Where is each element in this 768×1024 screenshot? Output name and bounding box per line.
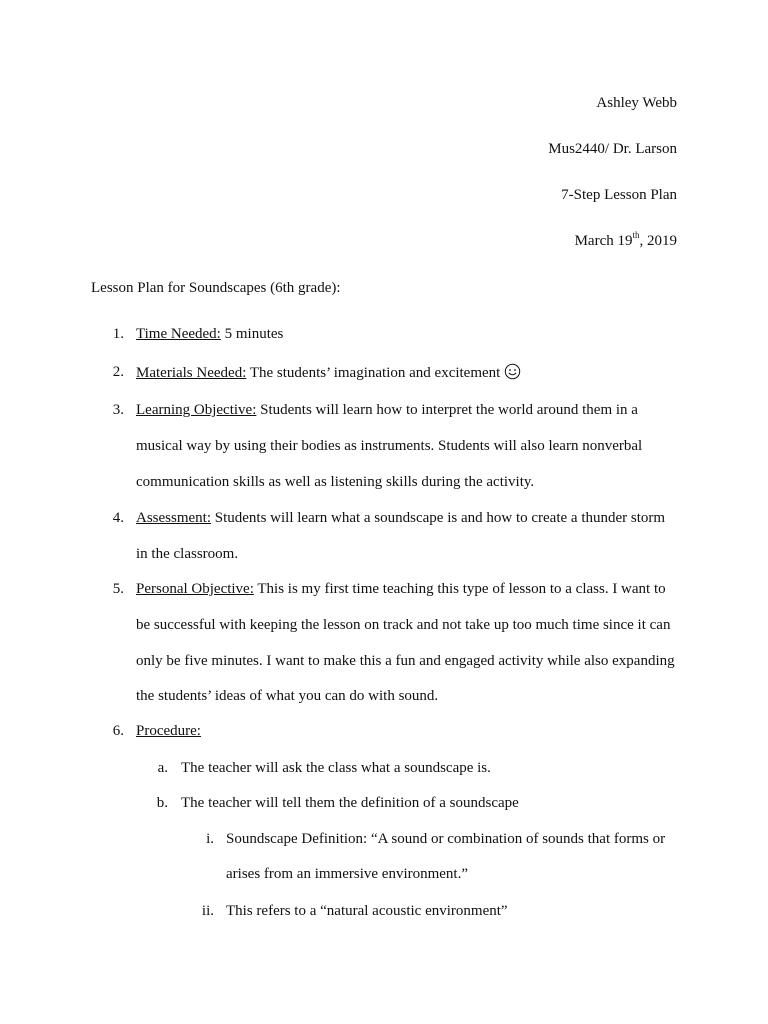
item-line: The students’ imagination and excitement xyxy=(246,365,501,381)
sub-sub-list-item xyxy=(190,830,214,848)
item-label: Materials Needed: xyxy=(136,365,247,381)
item-line: Students will learn what a soundscape is and how to create a thunder storm xyxy=(211,510,666,526)
item-number: 6. xyxy=(112,723,124,739)
sub-item-text: The teacher will ask the class what a soundscape is. xyxy=(181,760,491,776)
sub-item-text: The teacher will tell them the definition of a soundscape xyxy=(181,795,519,811)
sub-sub-item-line: This refers to a “natural acoustic environment” xyxy=(226,903,508,919)
item-line: in the classroom. xyxy=(136,546,239,562)
sub-list-item xyxy=(150,759,168,777)
list-item xyxy=(100,509,124,527)
list-item-text xyxy=(136,580,666,598)
item-label: Procedure: xyxy=(136,723,201,739)
document-date xyxy=(575,232,677,250)
list-item-text xyxy=(136,401,638,419)
sub-sub-list-item xyxy=(190,902,214,920)
item-line: 5 minutes xyxy=(220,326,284,342)
list-item xyxy=(100,580,124,598)
item-label: Personal Objective: xyxy=(136,581,254,597)
item-number: 4. xyxy=(112,510,124,526)
date-superscript: th xyxy=(632,230,640,240)
sub-sub-item-line: arises from an immersive environment.” xyxy=(226,866,469,882)
course-name: Mus2440/ Dr. Larson xyxy=(548,141,677,157)
smiley-icon xyxy=(504,363,521,385)
sub-sub-item-line: Soundscape Definition: “A sound or combination of sounds that forms or xyxy=(226,831,666,847)
list-item-text xyxy=(136,509,665,527)
item-number: 1. xyxy=(112,326,124,342)
list-item-text xyxy=(136,325,283,343)
item-line: only be five minutes. I want to make this a fun and engaged activity while also expanding xyxy=(136,653,675,669)
item-line: the students’ ideas of what you can do with sound. xyxy=(136,688,439,704)
sub-item-letter: a. xyxy=(157,760,168,776)
sub-sub-item-numeral: i. xyxy=(206,831,214,847)
date-main: March 19 xyxy=(574,233,633,249)
item-label: Assessment: xyxy=(136,510,211,526)
sub-sub-item-numeral: ii. xyxy=(201,903,214,919)
item-number: 5. xyxy=(112,581,124,597)
sub-item-letter: b. xyxy=(156,795,168,811)
item-line: be successful with keeping the lesson on track and not take up too much time since it can xyxy=(136,617,671,633)
item-number: 3. xyxy=(112,402,124,418)
list-item xyxy=(100,363,124,381)
list-item-text xyxy=(136,722,201,740)
item-label: Time Needed: xyxy=(136,326,221,342)
author-name: Ashley Webb xyxy=(596,95,677,111)
sub-list-item xyxy=(150,794,168,812)
item-label: Learning Objective: xyxy=(136,402,257,418)
date-year: , 2019 xyxy=(639,233,677,249)
item-line: This is my first time teaching this type of lesson to a class. I want to xyxy=(253,581,666,597)
item-line: Students will learn how to interpret the world around them in a xyxy=(256,402,638,418)
item-line: musical way by using their bodies as instruments. Students will also learn nonverbal xyxy=(136,438,643,454)
item-number: 2. xyxy=(112,364,124,380)
list-item xyxy=(100,401,124,419)
list-item xyxy=(100,325,124,343)
list-item-text xyxy=(136,363,521,385)
document-type: 7-Step Lesson Plan xyxy=(561,187,677,203)
lesson-title: Lesson Plan for Soundscapes (6th grade): xyxy=(91,280,341,296)
list-item xyxy=(100,722,124,740)
item-line: communication skills as well as listening skills during the activity. xyxy=(136,474,535,490)
